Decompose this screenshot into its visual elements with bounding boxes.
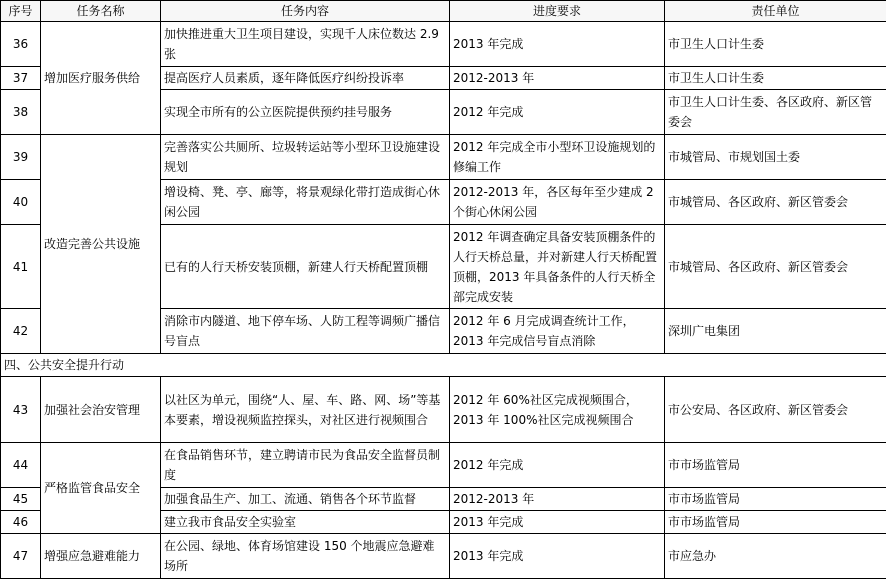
task-content: 建立我市食品安全实验室 (161, 511, 450, 534)
task-name: 加强社会治安管理 (41, 377, 161, 443)
task-content: 增设椅、凳、亭、廊等，将景观绿化带打造成街心休闲公园 (161, 180, 450, 225)
progress-requirement: 2013 年完成 (450, 511, 665, 534)
responsible-unit: 市城管局、市规划国土委 (665, 135, 886, 180)
task-name: 增强应急避难能力 (41, 534, 161, 579)
header-no: 序号 (1, 1, 41, 22)
progress-requirement: 2012-2013 年 (450, 488, 665, 511)
progress-requirement: 2012 年 60%社区完成视频围合，2013 年 100%社区完成视频围合 (450, 377, 665, 443)
responsible-unit: 深圳广电集团 (665, 309, 886, 354)
responsible-unit: 市市场监管局 (665, 511, 886, 534)
task-name: 增加医疗服务供给 (41, 22, 161, 135)
section-title: 四、公共安全提升行动 (1, 354, 886, 377)
progress-requirement: 2012-2013 年 (450, 67, 665, 90)
row-number: 46 (1, 511, 41, 534)
progress-requirement: 2012-2013 年，各区每年至少建成 2 个街心休闲公园 (450, 180, 665, 225)
progress-requirement: 2012 年调查确定具备安装顶棚条件的人行天桥总量，并对新建人行天桥配置顶棚，2013 年具备条件的人行天桥全部完成安装 (450, 225, 665, 309)
table-row (1, 443, 886, 488)
table-header-row (1, 1, 886, 22)
row-number: 40 (1, 180, 41, 225)
row-number: 38 (1, 90, 41, 135)
header-task-content: 任务内容 (161, 1, 450, 22)
responsible-unit: 市应急办 (665, 534, 886, 579)
task-content: 完善落实公共厕所、垃圾转运站等小型环卫设施建设规划 (161, 135, 450, 180)
table-row (1, 22, 886, 67)
table-body-bottom (1, 377, 886, 579)
responsible-unit: 市卫生人口计生委 (665, 22, 886, 67)
responsible-unit: 市卫生人口计生委 (665, 67, 886, 90)
progress-requirement: 2012 年完成全市小型环卫设施规划的修编工作 (450, 135, 665, 180)
row-number: 36 (1, 22, 41, 67)
responsible-unit: 市城管局、各区政府、新区管委会 (665, 180, 886, 225)
task-content: 在食品销售环节，建立聘请市民为食品安全监督员制度 (161, 443, 450, 488)
progress-requirement: 2012 年 6 月完成调查统计工作，2013 年完成信号盲点消除 (450, 309, 665, 354)
header-task-name: 任务名称 (41, 1, 161, 22)
progress-requirement: 2013 年完成 (450, 534, 665, 579)
task-content: 提高医疗人员素质，逐年降低医疗纠纷投诉率 (161, 67, 450, 90)
progress-requirement: 2013 年完成 (450, 22, 665, 67)
row-number: 47 (1, 534, 41, 579)
row-number: 45 (1, 488, 41, 511)
task-name: 严格监管食品安全 (41, 443, 161, 534)
table-body-top (1, 22, 886, 354)
responsible-unit: 市城管局、各区政府、新区管委会 (665, 225, 886, 309)
responsible-unit: 市卫生人口计生委、各区政府、新区管委会 (665, 90, 886, 135)
task-content: 加快推进重大卫生项目建设，实现千人床位数达 2.9 张 (161, 22, 450, 67)
table-row (1, 377, 886, 443)
task-content: 以社区为单元，围绕“人、屋、车、路、网、场”等基本要素，增设视频监控探头，对社区进行视频围合 (161, 377, 450, 443)
progress-requirement: 2012 年完成 (450, 443, 665, 488)
task-name: 改造完善公共设施 (41, 135, 161, 354)
progress-requirement: 2012 年完成 (450, 90, 665, 135)
row-number: 44 (1, 443, 41, 488)
row-number: 39 (1, 135, 41, 180)
responsible-unit: 市公安局、各区政府、新区管委会 (665, 377, 886, 443)
header-progress: 进度要求 (450, 1, 665, 22)
task-content: 实现全市所有的公立医院提供预约挂号服务 (161, 90, 450, 135)
row-number: 41 (1, 225, 41, 309)
task-content: 已有的人行天桥安装顶棚，新建人行天桥配置顶棚 (161, 225, 450, 309)
task-content: 加强食品生产、加工、流通、销售各个环节监督 (161, 488, 450, 511)
task-content: 在公园、绿地、体育场馆建设 150 个地震应急避难场所 (161, 534, 450, 579)
task-content: 消除市内隧道、地下停车场、人防工程等调频广播信号盲点 (161, 309, 450, 354)
table-row (1, 135, 886, 180)
responsible-unit: 市市场监管局 (665, 443, 886, 488)
row-number: 37 (1, 67, 41, 90)
responsible-unit: 市市场监管局 (665, 488, 886, 511)
row-number: 43 (1, 377, 41, 443)
table-row (1, 534, 886, 579)
row-number: 42 (1, 309, 41, 354)
header-responsible-unit: 责任单位 (665, 1, 886, 22)
section-row (1, 354, 886, 377)
